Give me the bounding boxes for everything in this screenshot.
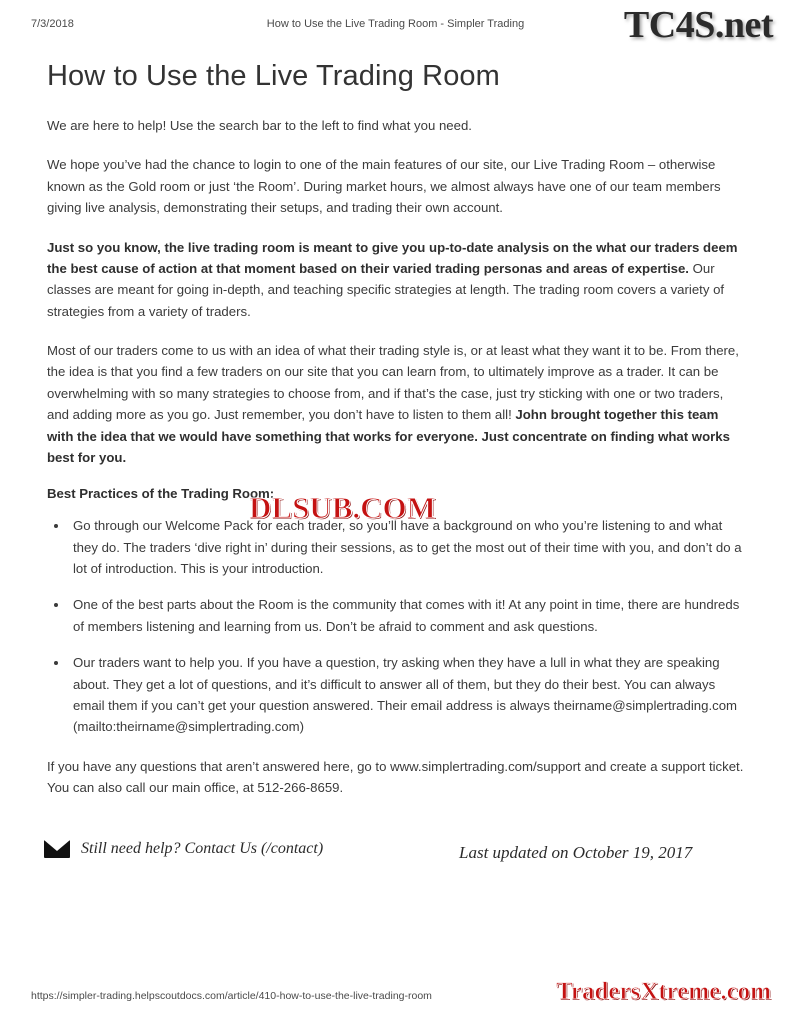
article-closing: If you have any questions that aren’t answered here, go to www.simplertrading.com/support and create a support ticket. You can also call our main office, at 512-266-8659. — [47, 758, 744, 795]
watermark-dlsub: DLSUB.COM — [249, 490, 436, 525]
article-content — [47, 60, 747, 816]
article-paragraph-4-start: Most of our traders come to us with an idea of what their trading style is, or at least what they want it to be. From there, the idea is that you find a few traders on our site that you can learn from, to ultimately improve as a trader. It can be overwhelming with so many strategies to choose from, and if that’s the case, just try sticking with one or two traders, and adding more as you go. Just remember, you don’t have to listen to them all! — [47, 343, 739, 423]
contact-link-label: Still need help? Contact Us (/contact) — [81, 840, 324, 857]
article-paragraph-3-rest: Our classes are meant for going in-depth, and teaching specific strategies at length. The trading room covers a variety of strategies from a variety of traders. — [47, 260, 725, 319]
article-paragraph-4-bold: John brought together this team with the idea that we would have something that works for everyone. Just concentrate on finding what works best for you. — [47, 407, 730, 465]
list-item: • One of the best parts about the Room is the community that comes with it! At any point in time, there are hundreds of members listening and learning from us. Don’t be afraid to comment and ask questions. — [69, 594, 747, 637]
source-url: https://simpler-trading.helpscoutdocs.com/article/410-how-to-use-the-live-trading-room — [31, 990, 432, 1002]
contact-link[interactable] — [44, 840, 323, 858]
browser-page-title: How to Use the Live Trading Room - Simpler Trading — [266, 18, 525, 30]
best-practices-list — [47, 515, 747, 737]
article-paragraph-2: We hope you’ve had the chance to login to one of the main features of our site, our Live Trading Room – otherwise known as the Gold room or just ‘the Room’. During market hours, we almost always have one of our team members giving live analysis, demonstrating their setups, and trading their own account. — [47, 157, 721, 216]
best-practices-heading: Best Practices of the Trading Room: — [47, 486, 275, 502]
list-item: • Go through our Welcome Pack for each trader, so you’ll have a background on who you’re listening to and what they do. The traders ‘dive right in’ during their sessions, as to get the most out of their time with you, and don’t do a lot of introduction. This is your introduction. — [69, 515, 747, 579]
article-paragraph-4 — [47, 340, 747, 468]
page-title: How to Use the Live Trading Room — [47, 60, 500, 92]
list-item: • Our traders want to help you. If you have a question, try asking when they have a lull in what they are speaking about. They get a lot of questions, and it’s difficult to answer all of them, but they do their best. You can always email them if you can’t get your question answered. Their email address is always theirname@simplertrading.com (mailto:theirname@simplertrading.com) — [69, 652, 747, 738]
envelope-icon — [44, 840, 70, 858]
last-updated-text: Last updated on October 19, 2017 — [459, 843, 693, 862]
article-paragraph-3 — [47, 237, 747, 323]
print-date: 7/3/2018 — [31, 18, 74, 30]
article-paragraph-3-bold: Just so you know, the live trading room is meant to give you up-to-date analysis on the what our traders deem the best cause of action at that moment based on their varied trading personas and areas of expertise. — [47, 239, 738, 276]
watermark-tc4s: TC4S.net — [623, 4, 773, 46]
watermark-tradersxtreme: TradersXtreme.com — [556, 978, 771, 1005]
article-intro: We are here to help! Use the search bar to the left to find what you need. — [47, 118, 472, 133]
